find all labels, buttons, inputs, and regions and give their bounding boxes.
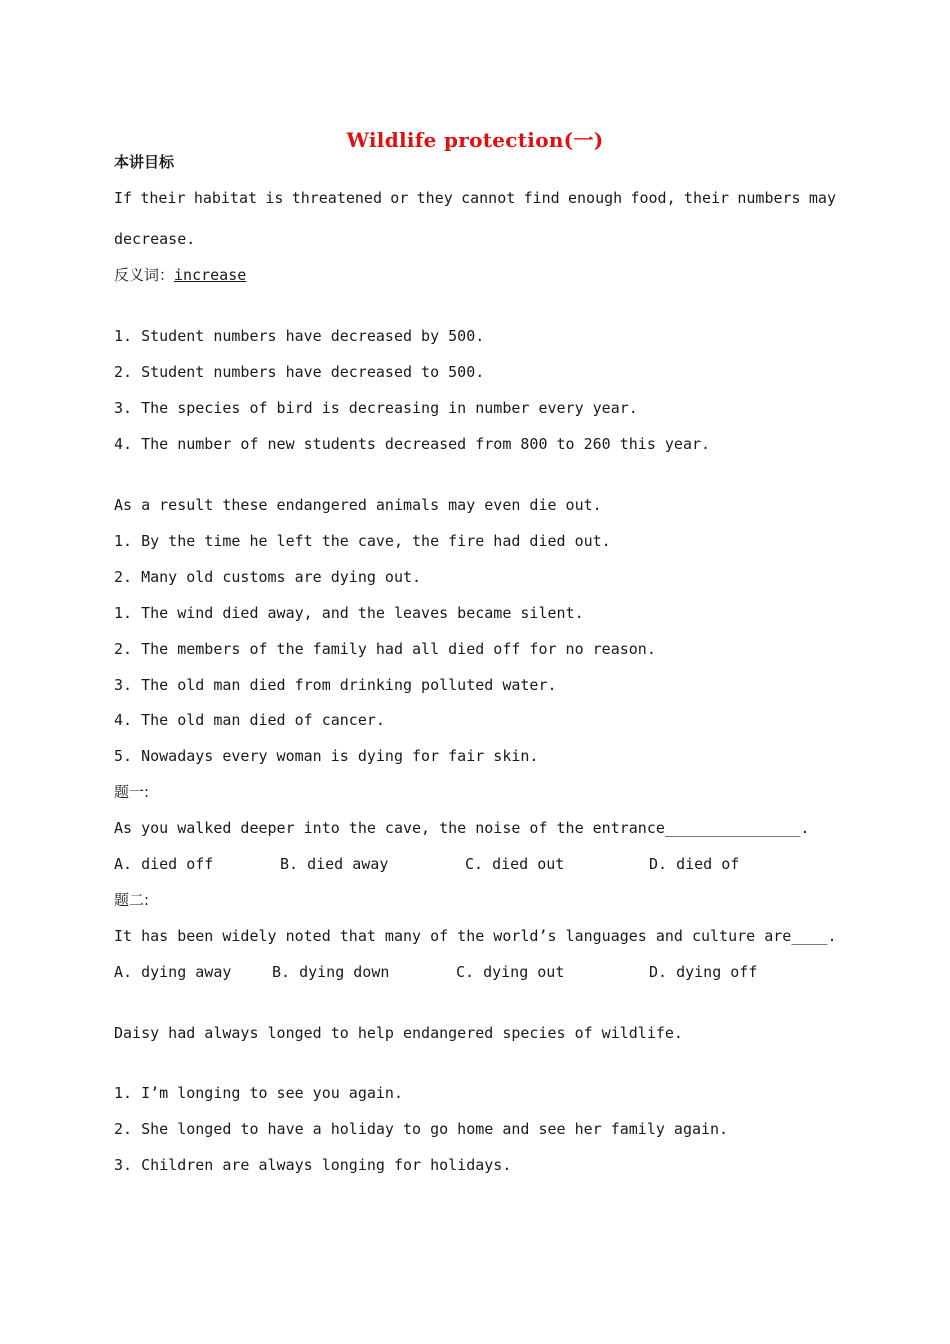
list-item: 3. The species of bird is decreasing in number every year. [114,399,638,417]
list-item: 3. The old man died from drinking polluted water. [114,676,557,694]
question2-label: 题二: [114,891,150,909]
intro-word: If [114,189,133,207]
list-item: 1. I’m longing to see you again. [114,1084,403,1102]
antonym-label: 反义词： [114,266,175,284]
option-a: A. died off [114,855,214,873]
intro-word: may [808,189,836,207]
intro-sentence [114,188,836,208]
section-heading: 本讲目标 [114,153,175,171]
intro-word: or [390,189,409,207]
option-d: D. dying off [649,963,758,981]
page-title: Wildlife protection(一) [346,128,604,152]
question1-text: As you walked deeper into the cave, the noise of the entrance [114,819,665,837]
question1-label: 题一: [114,783,150,801]
intro-word: numbers [737,189,801,207]
list-item: 2. The members of the family had all died off for no reason. [114,640,656,658]
list-item: 1. The wind died away, and the leaves became silent. [114,604,584,622]
list-item: 4. The number of new students decreased from 800 to 260 this year. [114,435,711,453]
die-out-sentence: As a result these endangered animals may even die out. [114,496,602,514]
antonym-word: increase [174,266,247,284]
intro-word: find [523,189,560,207]
intro-word: habitat [193,189,258,207]
list-item: 5. Nowadays every woman is dying for fair skin. [114,747,539,765]
intro-word: is [265,189,284,207]
intro-word: enough [567,189,623,207]
intro-word: food, [630,189,676,207]
option-b: B. dying down [272,963,390,981]
question1-stem [114,818,809,838]
list-item: 2. Student numbers have decreased to 500. [114,363,485,381]
question2-stem [114,926,836,946]
question1-blank: _______________ [664,819,801,837]
list-item: 3. Children are always longing for holidays. [114,1156,512,1174]
question2-end: . [827,927,837,945]
list-item: 1. Student numbers have decreased by 500. [114,327,485,345]
question2-blank: ____ [791,927,828,945]
long-sentence: Daisy had always longed to help endangered species of wildlife. [114,1024,683,1042]
intro-word: they [416,189,453,207]
question1-end: . [800,819,810,837]
intro-sentence-end: decrease. [114,230,196,248]
list-item: 2. She longed to have a holiday to go home and see her family again. [114,1120,729,1138]
list-item: 1. By the time he left the cave, the fire had died out. [114,532,611,550]
option-a: A. dying away [114,963,232,981]
option-d: D. died of [649,855,740,873]
intro-word: their [683,189,730,207]
list-item: 4. The old man died of cancer. [114,711,385,729]
option-c: C. died out [465,855,565,873]
intro-word: threatened [291,189,382,207]
question2-text: It has been widely noted that many of the world’s languages and culture are [114,927,792,945]
intro-word: cannot [461,189,516,207]
option-b: B. died away [280,855,389,873]
intro-word: their [140,189,186,207]
antonym-line [114,265,246,285]
option-c: C. dying out [456,963,565,981]
list-item: 2. Many old customs are dying out. [114,568,422,586]
